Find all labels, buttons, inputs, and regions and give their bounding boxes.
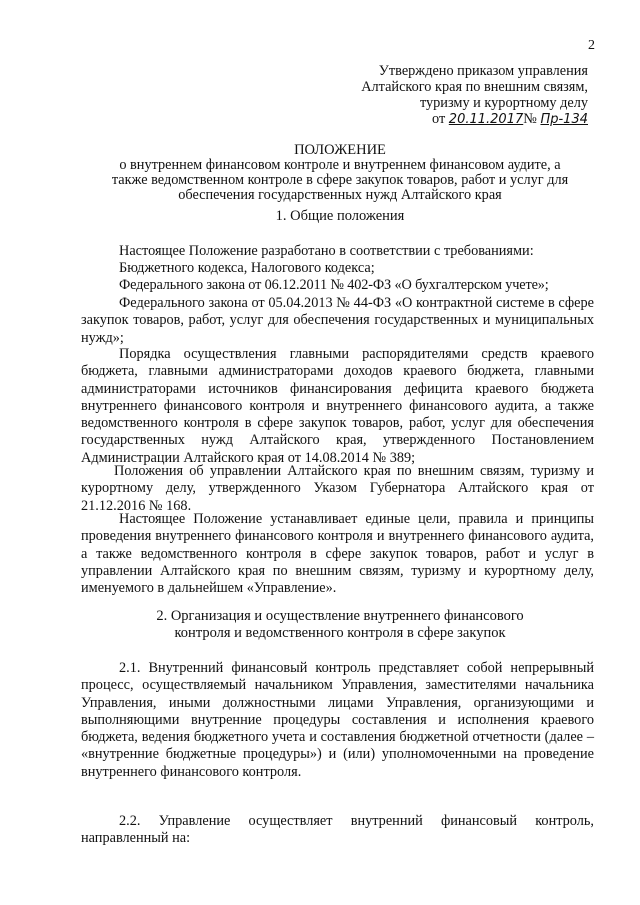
approval-line-1: Утверждено приказом управления xyxy=(378,63,588,79)
section-1-heading: 1. Общие положения xyxy=(275,208,405,224)
section-1-paragraph-5: Порядка осуществления главными распорядителями средств краевого бюджета, главными администраторами доходов краевого бюджета, главными администраторами источников финансирования дефицита краевого бюджета внутреннего финансового контроля и внутреннего финансового аудита, а также ведомственного контроля в сфере закупок товаров, работ, услуг для обеспечения государственных нужд Алтайского края, утвержденного Постановлением Администрации Алтайского края от 14.08.2014 № 389; xyxy=(81,346,594,466)
approval-number-sign: № xyxy=(523,111,537,127)
approval-date-prefix: от xyxy=(432,111,446,127)
section-1-paragraph-7: Настоящее Положение устанавливает единые цели, правила и принципы проведения внутреннего финансового контроля и внутреннего финансового аудита, а также ведомственного контроля в сфере закупок товаров, работ и услуг в управлении Алтайского края по внешним связям, туризму и курортному делу, именуемого в дальнейшем «Управление». xyxy=(81,511,594,597)
approval-date-line xyxy=(361,111,588,128)
document-subtitle-line-3: обеспечения государственных нужд Алтайского края xyxy=(178,187,502,203)
section-2-paragraph-2: 2.2. Управление осуществляет внутренний финансовый контроль, направленный на: xyxy=(81,813,594,847)
document-subtitle-line-2: также ведомственном контроле в сфере закупок товаров, работ и услуг для xyxy=(111,172,569,188)
document-title-block xyxy=(80,143,600,203)
section-1-paragraph-1: Настоящее Положение разработано в соответствии с требованиями: xyxy=(119,243,534,259)
approval-line-3: туризму и курортному делу xyxy=(419,95,588,111)
approval-date: 20.11.2017 xyxy=(448,112,524,127)
approval-line-2: Алтайского края по внешним связям, xyxy=(361,79,588,95)
section-2-heading-line-1: 2. Организация и осуществление внутреннего финансового xyxy=(156,608,524,624)
section-2-paragraph-1: 2.1. Внутренний финансовый контроль представляет собой непрерывный процесс, осуществляемый начальником Управления, заместителями начальника Управления, иными должностными лицами Управления, организующими и выполняющими внутренние процедуры составления и исполнения краевого бюджета, ведения бюджетного учета и составления бюджетной отчетности (далее – «внутренние бюджетные процедуры») и (или) уполномоченными на проведение внутреннего финансового контроля. xyxy=(81,660,594,780)
section-1-paragraph-4: Федерального закона от 05.04.2013 № 44-ФЗ «О контрактной системе в сфере закупок товаров, работ, услуг для обеспечения государственных и муниципальных нужд»; xyxy=(81,295,594,346)
approval-number: Пр-134 xyxy=(540,112,588,127)
section-1-paragraph-6: Положения об управлении Алтайского края по внешним связям, туризму и курортному делу, утвержденного Указом Губернатора Алтайского края от 21.12.2016 № 168. xyxy=(81,463,594,514)
section-1-paragraph-3: Федерального закона от 06.12.2011 № 402-ФЗ «О бухгалтерском учете»; xyxy=(119,277,549,293)
section-2-heading-line-2: контроля и ведомственного контроля в сфере закупок xyxy=(174,625,506,641)
document-subtitle-line-1: о внутреннем финансовом контроле и внутреннем финансовом аудите, а xyxy=(119,157,561,173)
page-number: 2 xyxy=(588,38,595,53)
section-1-paragraph-2: Бюджетного кодекса, Налогового кодекса; xyxy=(119,260,375,276)
document-title: ПОЛОЖЕНИЕ xyxy=(294,142,386,158)
approval-stamp xyxy=(361,63,588,128)
section-2-heading xyxy=(80,608,600,642)
